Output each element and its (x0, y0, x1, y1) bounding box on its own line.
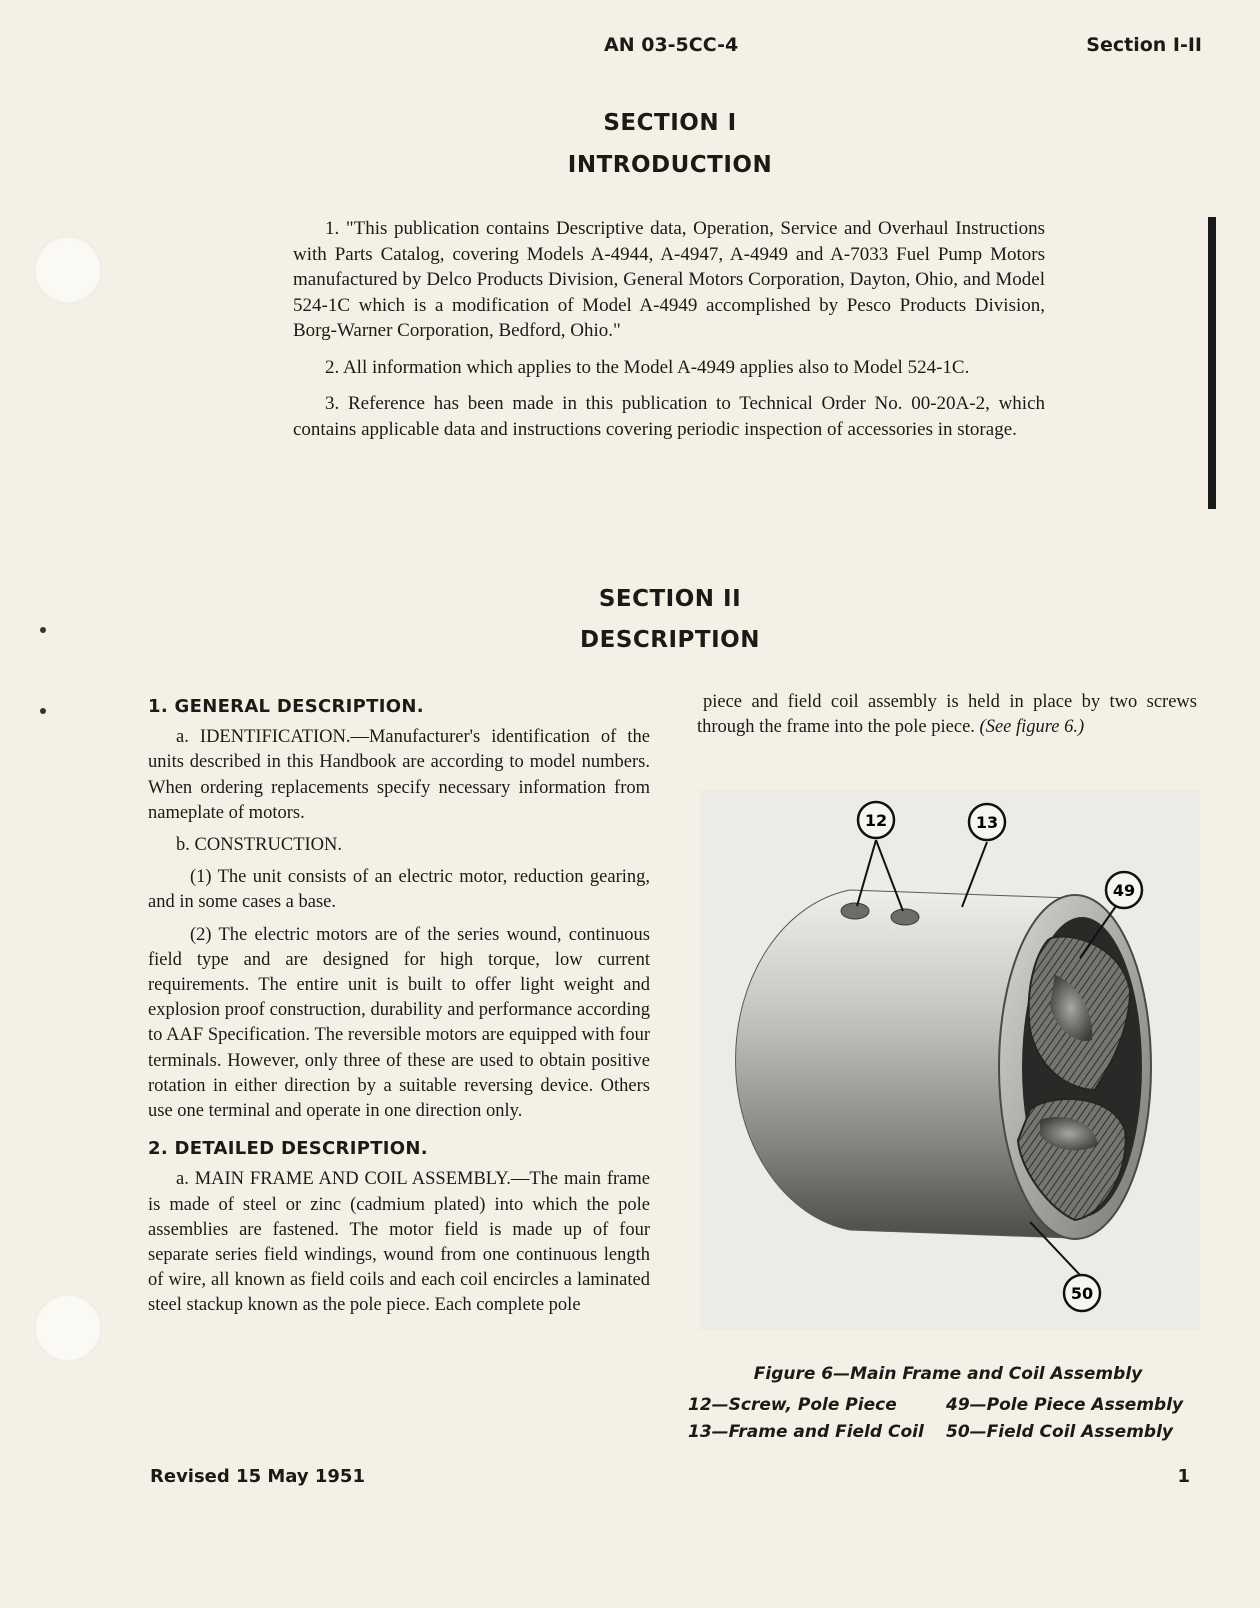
pole-screw-2 (891, 909, 919, 925)
callout-13 (969, 804, 1005, 840)
intro-paragraph-3: 3. Reference has been made in this publication to Technical Order No. 00-20A-2, which contains applicable data and instructions covering periodic inspection of accessories in storage. (293, 393, 1045, 440)
callout-12-label: 12 (864, 811, 888, 830)
callout-49-label: 49 (1112, 881, 1136, 900)
continued-paragraph (697, 690, 1197, 740)
callout-50 (1064, 1275, 1100, 1311)
legend-item-50: 50—Field Coil Assembly (946, 1422, 1173, 1442)
punch-hole-bottom (34, 1294, 102, 1362)
legend-item-49: 49—Pole Piece Assembly (946, 1395, 1184, 1415)
section1-title: SECTION I (603, 110, 737, 136)
section1-subtitle: INTRODUCTION (567, 152, 773, 178)
figure-reference: (See figure 6.) (979, 717, 1085, 738)
construction-heading: b. CONSTRUCTION. (176, 835, 342, 856)
continued-text: piece and field coil assembly is held in place by two screws through the frame into the pole piece. (697, 692, 1197, 738)
construction-paragraph-1: (1) The unit consists of an electric motor, reduction gearing, and in some cases a base. (148, 867, 650, 913)
introduction-body (293, 216, 1045, 453)
figure-legend (688, 1392, 1208, 1446)
right-column (697, 690, 1197, 740)
pole-screw-1 (841, 903, 869, 919)
motor-frame-illustration (700, 790, 1200, 1330)
document-number: AN 03-5CC-4 (604, 34, 739, 56)
callout-13-label: 13 (975, 813, 999, 832)
section2-title: SECTION II (598, 586, 742, 612)
intro-paragraph-2: 2. All information which applies to the Model A-4949 applies also to Model 524-1C. (325, 356, 970, 378)
section2-subtitle: DESCRIPTION (580, 627, 760, 653)
callout-12 (858, 802, 894, 838)
left-column (148, 688, 650, 1326)
intro-paragraph-1: 1. "This publication contains Descriptive data, Operation, Service and Overhaul Instructions with Parts Catalog, covering Models A-4944, A-4947, A-4949 and A-7033 Fuel Pump Motors manufactured by Delco Products Division, General Motors Corporation, Dayton, Ohio, and Model 524-1C which is a modification of Model A-4949 accomplished by Pesco Products Division, Borg-Warner Corporation, Bedford, Ohio." (293, 218, 1045, 341)
page-number: 1 (1177, 1466, 1190, 1487)
callout-49 (1106, 872, 1142, 908)
identification-paragraph: a. IDENTIFICATION.—Manufacturer's identification of the units described in this Handbook are according to model numbers. When ordering replacements specify necessary information from nameplate of motors. (148, 727, 650, 823)
main-frame-paragraph: a. MAIN FRAME AND COIL ASSEMBLY.—The main frame is made of steel or zinc (cadmium plated) into which the pole assemblies are fastened. The motor field is made up of four separate series field windings, wound from one continuous length of wire, all known as field coils and each coil encircles a laminated steel stackup known as the pole piece. Each complete pole (148, 1169, 650, 1316)
construction-paragraph-2: (2) The electric motors are of the series wound, continuous field type and are designed for high torque, low current requirements. The entire unit is built to offer light weight and explosion proof construction, durability and performance according to AAF Specification. The reversible motors are equipped with four terminals. However, only three of these are used to obtain positive rotation in either direction by a suitable reversing device. Others use one terminal and operate in one direction only. (148, 924, 650, 1122)
general-description-heading: 1. GENERAL DESCRIPTION. (148, 696, 424, 717)
legend-item-12: 12—Screw, Pole Piece (688, 1395, 897, 1415)
margin-bar (1208, 217, 1216, 509)
section-reference: Section I-II (1086, 34, 1202, 56)
figure-caption: Figure 6—Main Frame and Coil Assembly (753, 1364, 1143, 1384)
detailed-description-heading: 2. DETAILED DESCRIPTION. (148, 1138, 428, 1160)
legend-item-13: 13—Frame and Field Coil (688, 1422, 924, 1442)
punch-hole-top (34, 236, 102, 304)
revision-date: Revised 15 May 1951 (150, 1466, 365, 1487)
speck-mark (40, 708, 46, 714)
callout-50-label: 50 (1070, 1284, 1094, 1303)
